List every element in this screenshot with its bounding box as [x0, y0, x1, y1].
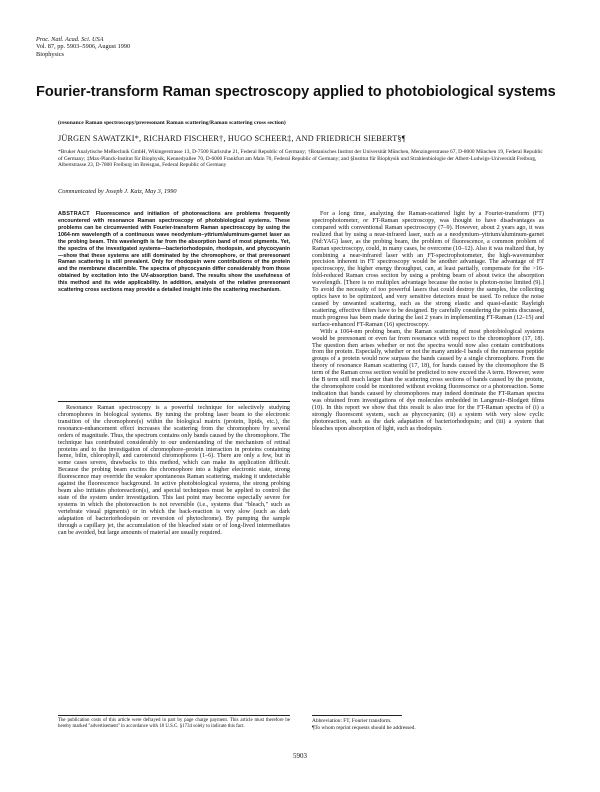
affiliations: *Bruker Analytische Meßtechnik GmbH, Wikingerstrasse 13, D-7500 Karlsruhe 21, Federal Republic of Germany; †Botanisches Institut der Universität München, Menzingerstrasse 67, D-8000 München 19, Federal Republic of Germany; ‡Max-Planck-Institut für Biophysik, Kennedyallee 70, D-6000 Frankfurt am Main 70, Federal Republic of Germany; and §Institut für Biophysik und Strahlenbiologie der Albert-Ludwigs-Universität Freiburg, Albertstrasse 23, D-7800 Freiburg im Breisgau, Federal Republic of Germany — [58, 149, 543, 168]
abbreviation-footnote: Abbreviation: FT, Fourier transform. — [312, 718, 392, 724]
author-list: JÜRGEN SAWATZKI*, RICHARD FISCHER†, HUGO SCHEER‡, AND FRIEDRICH SIEBERT§¶ — [58, 134, 406, 143]
body-right-paragraph-1: For a long time, analyzing the Raman-scattered light by a Fourier-transform (FT) spectrophotometer, or FT-Raman spectroscopy, was thought to have disadvantages as compared with conventional Raman spectroscopy (7–9). However, about 2 years ago, it was realized that by using a near-infrared laser, such as a neodymium–yttrium/aluminum-garnet (Nd:YAG) laser, as the probing beam, the problem of fluorescence, a common problem of Raman spectroscopy, could, in many cases, be overcome (10–12). Also it was realized that, by combining a near-infrared laser with an FT-spectrophotometer, the high-wavenumber precision inherent in FT spectroscopy would be another advantage. The advantage of FT spectroscopy, the higher energy throughput, can, at least partially, compensate for the >16-fold-reduced Raman cross section by using a probing beam of about twice the absorption wavelength. [There is no multiplex advantage because the noise is photon-noise limited (9).] To avoid the necessity of too powerful lasers that could destroy the samples, the collecting optics have to be optimized, and very sensitive detectors must be used. To reduce the noise caused by unwanted scattering, such as the strong elastic and quasi-elastic Rayleigh scattering, effective filters have to be designed. By carefully considering the points discussed, much progress has been made during the last 2 years in implementing FT-Raman (12–15) and surface-enhanced FT-Raman (16) spectroscopy. — [312, 211, 544, 328]
abstract-text: Fluorescence and initiation of photoreactions are problems frequently encountered with resonance Raman spectroscopy of photobiological systems. These problems can be circumvented with Fourier-transform Raman spectroscopy by using the 1064-nm wavelength of a continuous wave neodymium–yttrium/aluminum-garnet laser as the probing beam. This wavelength is far from the absorption band of most pigments. Yet, the spectra of the investigated systems—bacteriorhodopsin, rhodopsin, and phycocyanin—show that these systems are still dominated by the chromophore, or that preresonant Raman scattering is still prevalent. Only for rhodopsin were contributions of the protein and the membrane discernible. The spectra of phycocyanin differ considerably from those obtained by excitation into the UV-absorption band. The results show the usefulness of this method and its wide applicability. In addition, analysis of the relative preresonant scattering cross sections may provide a detailed insight into the scattering mechanism. — [58, 211, 290, 294]
body-right-column — [312, 211, 544, 433]
publication-cost-footnote: The publication costs of this article were defrayed in part by page charge payment. This article must therefore be hereby marked "advertisement" in accordance with 18 U.S.C. §1734 solely to indicate this fact. — [58, 718, 290, 730]
abstract — [58, 211, 290, 294]
footnote-divider-right — [312, 715, 402, 716]
footnote-divider-left — [58, 715, 290, 716]
paper-title: Fourier-transform Raman spectroscopy applied to photobiological systems — [36, 84, 556, 100]
abstract-divider — [58, 401, 290, 402]
body-left-paragraph: Resonance Raman spectroscopy is a powerful technique for selectively studying chromophores in biological systems. By tuning the probing laser beam to the electronic transition of the chromophore(s) within the biological matrix (protein, lipids, etc.), the resonance-enhancement effect increases the scattering from the chromophore by several orders of magnitude. Thus, the spectrum contains only bands caused by the chromophore. The technique has contributed considerably to our understanding of the mechanism of retinal proteins and to the investigation of chromophore–protein interaction in proteins containing heme, bilin, chlorophyll, and carotenoid chromophores (1–6). There are only a few, but in some cases severe, drawbacks to this method, which can make its application difficult. Because the probing beam excites the chromophore into a higher electronic state, strong fluorescence may override the weaker spontaneous Raman scattering, making it undetectable against the fluorescence background. In active photobiological systems, the strong probing beam also initiates photoreaction(s), and special techniques must be applied to control the state of the system under investigation. This last point may become especially severe for systems in which the photoreaction is not reversible (i.e., systems that "bleach," such as vertebrate visual pigments) or in which the back-reaction is very slow (such as dark adaptation of bacteriorhodopsin or reversion of phytochrome). By pumping the sample through a capillary jet, the accumulation of the bleached state or of long-lived intermediates can be avoided, but large amounts of material are usually required. — [58, 405, 290, 536]
journal-section: Biophysics — [36, 50, 64, 58]
journal-volume: Vol. 87, pp. 5903–5906, August 1990 — [36, 43, 131, 51]
body-right-paragraph-2: With a 1064-nm probing beam, the Raman scattering of most photobiological systems would be preresonant or even far from resonance with respect to the chromophore (17, 18). The question then arises whether or not the spectra would now also contain contributions from the protein. Especially, whether or not the many amide-I bands of the numerous peptide groups of a protein would now surpass the bands caused by a single chromophore. From the theory of resonance Raman scattering (17, 18), for bands caused by the chromophore the B term of the Raman cross section would be predicted to now exceed the A term. However, were the B term still much larger than the scattering cross sections of bands caused by the protein, the chromophore could be monitored without evoking fluorescence or a photoreaction. Some indication that bands caused by chromophores may indeed dominate the FT-Raman spectra was obtained from investigations of dye molecules embedded in Langmuir–Blodgett films (10). In this report we show that this result is also true for the FT-Raman spectra of (i) a strongly fluorescent system, such as phycocyanin; (ii) a system with very slow cyclic photoreaction, such as the dark adaptation of bacteriorhodopsin; and (iii) a system that bleaches upon absorption of light, such as rhodopsin. — [312, 328, 544, 432]
page-number: 5903 — [293, 752, 307, 760]
journal-header — [36, 36, 130, 58]
communicated-by: Communicated by Joseph J. Katz, May 3, 1990 — [58, 188, 177, 195]
footnotes-right — [312, 718, 544, 731]
paper-subtitle: (resonance Raman spectroscopy/preresonant Raman scattering/Raman scattering cross section) — [58, 120, 286, 126]
journal-name: Proc. Natl. Acad. Sci. USA — [36, 36, 104, 43]
reprint-footnote: ¶To whom reprint requests should be addressed. — [312, 724, 416, 731]
abstract-label: ABSTRACT — [58, 211, 90, 217]
